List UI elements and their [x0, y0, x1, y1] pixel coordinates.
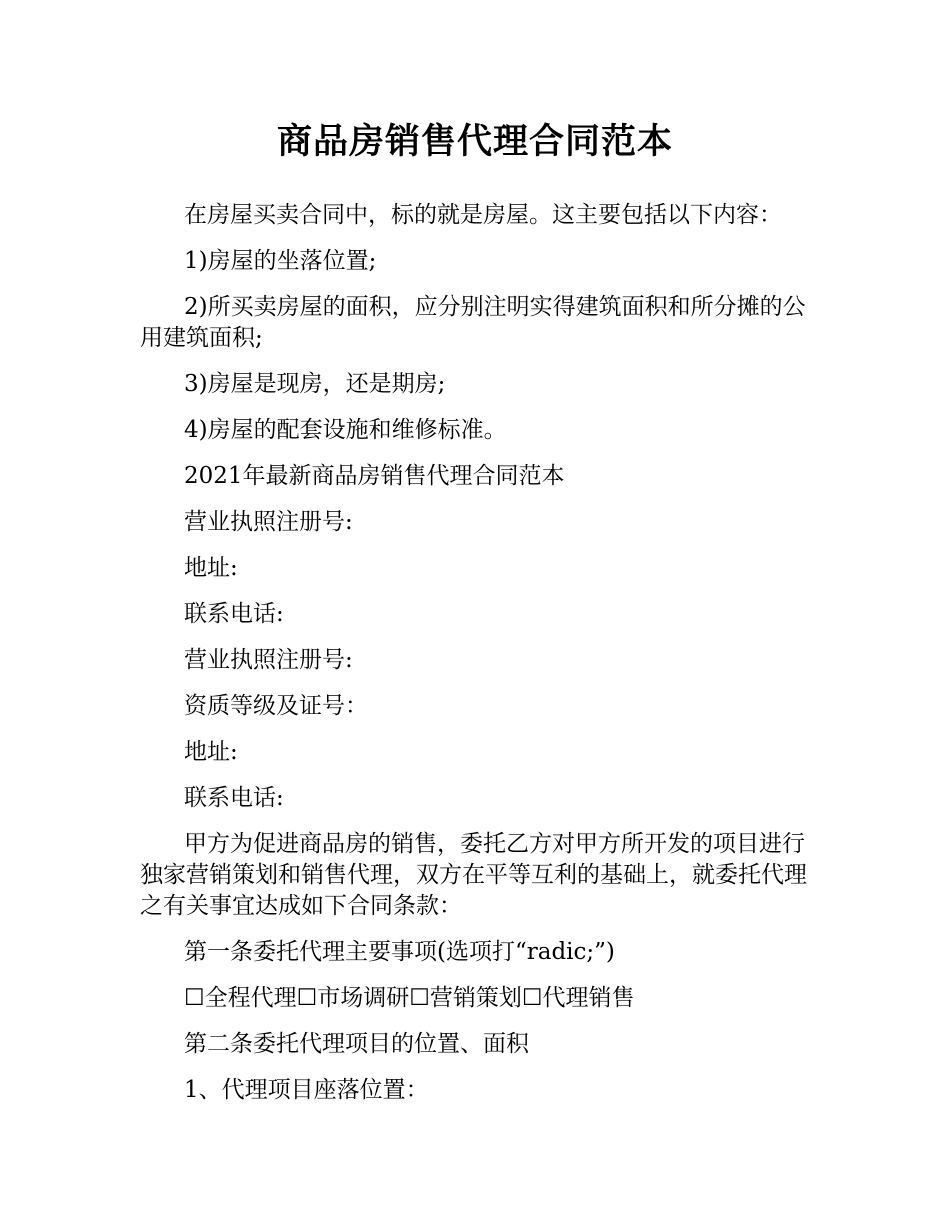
paragraph-article-2: 第二条委托代理项目的位置、面积 — [184, 1031, 529, 1057]
field-qualification-b: 资质等级及证号： — [184, 693, 368, 719]
document-body — [140, 200, 812, 1121]
field-license-number-a: 营业执照注册号: — [184, 509, 353, 535]
field-license-number-b: 营业执照注册号: — [184, 647, 353, 673]
document-title: 商品房销售代理合同范本 — [276, 122, 673, 162]
paragraph-article-1: 第一条委托代理主要事项(选项打“radic;”) — [184, 939, 615, 965]
paragraph-article-2-item-1: 1、代理项目座落位置： — [184, 1077, 429, 1103]
paragraph-item-area: 2)所买卖房屋的面积，应分别注明实得建筑面积和所分摊的公用建筑面积; — [140, 294, 806, 351]
paragraph-intro: 在房屋买卖合同中，标的就是房屋。这主要包括以下内容： — [184, 202, 782, 228]
paragraph-contract-heading: 2021年最新商品房销售代理合同范本 — [184, 463, 565, 489]
paragraph-item-type: 3)房屋是现房，还是期房; — [184, 371, 446, 397]
field-address-a: 地址: — [184, 555, 238, 581]
paragraph-article-1-options: ☐全程代理☐市场调研☐营销策划☐代理销售 — [184, 985, 635, 1011]
paragraph-preamble: 甲方为促进商品房的销售，委托乙方对甲方所开发的项目进行独家营销策划和销售代理，双方在平等互利的基础上，就委托代理之有关事宜达成如下合同条款： — [140, 831, 807, 919]
paragraph-item-location: 1)房屋的坐落位置; — [184, 248, 377, 274]
field-phone-a: 联系电话: — [184, 601, 284, 627]
field-address-b: 地址: — [184, 739, 238, 765]
field-phone-b: 联系电话: — [184, 785, 284, 811]
paragraph-item-facilities: 4)房屋的配套设施和维修标准。 — [184, 417, 507, 443]
